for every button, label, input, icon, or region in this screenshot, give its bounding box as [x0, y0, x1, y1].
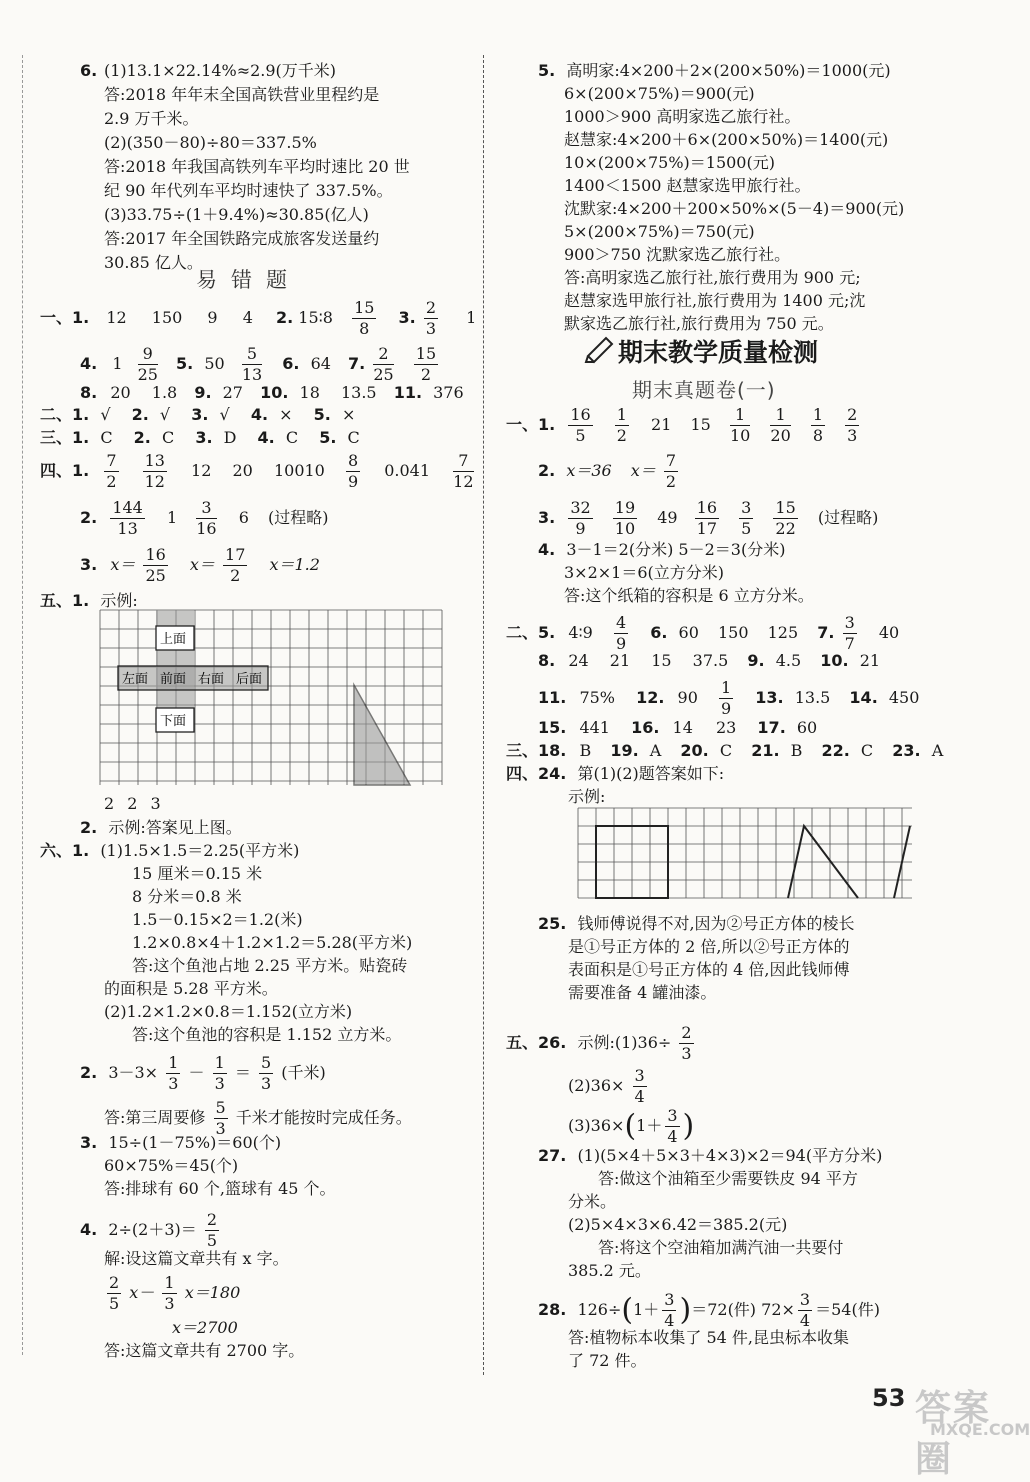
answer-row: 8. 20 1.8 9. 27 10. 18 13.5 11. 376: [80, 383, 464, 402]
net-label-left: 左面: [122, 672, 149, 687]
answer-row: 一、1. 12 150 9 4 2. 15∶8 $\frac{15}{8}$ 3. $\frac{2}{3}$ 1: [40, 298, 477, 338]
answer-line: 默家选乙旅行社,旅行费用为 750 元。: [564, 314, 834, 333]
answer-row: 五、1. 示例:: [40, 591, 138, 610]
answer-row: 4. 3－1＝2(分米) 5－2＝3(分米): [538, 540, 786, 559]
answer-line: 沈默家:4×200＋200×50%×(5－4)＝900(元): [564, 199, 905, 218]
page-number: 53: [872, 1384, 906, 1412]
answer-line: 1.5－0.15×2＝1.2(米): [132, 910, 303, 929]
answer-line: x＝2700: [172, 1318, 238, 1337]
answer-line: (3)33.75÷(1＋9.4%)≈30.85(亿人): [104, 205, 369, 224]
answer-row: 二、1. √ 2. √ 3. √ 4. × 5. ×: [40, 405, 356, 424]
answer-row: 答:第三周要修 $\frac{5}{3}$ 千米才能按时完成任务。: [104, 1098, 412, 1138]
answer-row: 三、18. B 19. A 20. C 21. B 22. C 23. A: [506, 741, 944, 760]
q6-number: 6.: [80, 61, 98, 80]
answer-line: 是①号正方体的 2 倍,所以②号正方体的: [568, 937, 850, 956]
answer-line: 答:2018 年我国高铁列车平均时速比 20 世: [104, 157, 410, 176]
answer-line: 纪 90 年代列车平均时速快了 337.5%。: [104, 181, 393, 200]
answer-row: 5. 高明家:4×200＋2×(200×50%)＝1000(元): [538, 61, 891, 80]
answer-line: 答:这个鱼池的容积是 1.152 立方米。: [132, 1025, 402, 1044]
answer-line: 分米。: [568, 1192, 617, 1211]
answer-row: 27. (1)(5×4＋5×3＋4×3)×2＝94(平方分米): [538, 1146, 883, 1165]
answer-line: 1.2×0.8×4＋1.2×1.2＝5.28(平方米): [132, 933, 413, 952]
answer-line: (2)5×4×3×6.42＝385.2(元): [568, 1215, 788, 1234]
answer-line: 赵慧家:4×200＋6×(200×50%)＝1400(元): [564, 130, 889, 149]
answer-line: 答:排球有 60 个,篮球有 45 个。: [104, 1179, 336, 1198]
watermark-logo: 答案圈: [915, 1388, 992, 1480]
answer-line: 8 分米＝0.8 米: [132, 887, 242, 906]
answer-line: 答:这篇文章共有 2700 字。: [104, 1341, 305, 1360]
net-label-right: 右面: [198, 672, 225, 687]
answer-row: 28. 126÷(1＋ $\frac{3}{4}$ )＝72(件) 72× $\frac{3}{4}$ ＝54(件): [538, 1290, 880, 1330]
answer-line: 385.2 元。: [568, 1261, 651, 1280]
answer-row: 一、1. $\frac{16}{5}$ $\frac{1}{2}$ 21 15 $\frac{1}{10}$ $\frac{1}{20}$ $\frac{1}{8}$ $\frac{2}{3}$: [506, 405, 858, 445]
answer-row: 4. 2÷(2＋3)＝ $\frac{2}{5}$: [80, 1210, 218, 1250]
answer-line: 15 厘米＝0.15 米: [132, 864, 263, 883]
answer-line: (2)1.2×1.2×0.8＝1.152(立方米): [104, 1002, 353, 1021]
answer-line: 了 72 件。: [568, 1351, 647, 1370]
answer-line: 900＞750 沈默家选乙旅行社。: [564, 245, 791, 264]
answer-row: (2)36× $\frac{3}{4}$: [568, 1066, 645, 1106]
section-title: 易错题: [196, 268, 301, 292]
answer-row: 2. 3－3× $\frac{1}{3}$ － $\frac{1}{3}$ ＝ $\frac{5}{3}$ (千米): [80, 1053, 326, 1093]
exam-subtitle: 期末真题卷(一): [632, 378, 776, 402]
shaded-triangle: [354, 685, 410, 785]
margin-line: [22, 55, 23, 1355]
answer-row: 25. 钱师傅说得不对,因为②号正方体的棱长: [538, 914, 855, 933]
answer-line: 需要准备 4 罐油漆。: [568, 983, 717, 1002]
answer-row: 六、1. (1)1.5×1.5＝2.25(平方米): [40, 841, 300, 860]
answer-line: 表面积是①号正方体的 4 倍,因此钱师傅: [568, 960, 850, 979]
answer-line: 答:植物标本收集了 54 件,昆虫标本收集: [568, 1328, 850, 1347]
answer-line: 5×(200×75%)＝750(元): [564, 222, 755, 241]
answer-line: 答:这个纸箱的容积是 6 立方分米。: [564, 586, 814, 605]
answer-row: 2. 示例:答案见上图。: [80, 818, 242, 837]
answer-line: 赵慧家选甲旅行社,旅行费用为 1400 元;沈: [564, 291, 866, 310]
answer-row: 3. x＝ $\frac{16}{25}$ x＝ $\frac{17}{2}$ x＝1.2: [80, 545, 320, 585]
answer-row: 11. 75% 12. 90 $\frac{1}{9}$ 13. 13.5 14. 450: [538, 678, 920, 718]
answer-line: 答:这个鱼池占地 2.25 平方米。贴瓷砖: [132, 956, 408, 975]
drawing-grid: [578, 808, 918, 900]
answer-row: 四、1. $\frac{7}{2}$ $\frac{13}{12}$ 12 20 10010 $\frac{8}{9}$ 0.041 $\frac{7}{12}$: [40, 451, 474, 491]
answer-line: 6×(200×75%)＝900(元): [564, 84, 755, 103]
answer-row: 二、5. 4∶9 $\frac{4}{9}$ 6. 60 150 125 7. $\frac{3}{7}$ 40: [506, 613, 900, 653]
answer-row: $\frac{2}{5}$ x－ $\frac{1}{3}$ x＝180: [109, 1273, 241, 1313]
exam-banner: 期末教学质量检测: [618, 338, 819, 367]
answer-line: 答:2018 年年末全国高铁营业里程约是: [104, 85, 380, 104]
pencil-icon: [584, 332, 618, 362]
answer-line: 2.9 万千米。: [104, 109, 199, 128]
answer-row: 15. 441 16. 14 23 17. 60: [538, 718, 818, 737]
answer-line: 示例:: [568, 787, 606, 806]
answer-line: 答:2017 年全国铁路完成旅客发送量约: [104, 229, 380, 248]
answer-line: 10×(200×75%)＝1500(元): [564, 153, 775, 172]
answer-line: 1000＞900 高明家选乙旅行社。: [564, 107, 801, 126]
answer-line: 的面积是 5.28 平方米。: [104, 979, 278, 998]
answer-row: 3. $\frac{32}{9}$ $\frac{19}{10}$ 49 $\frac{16}{17}$ $\frac{3}{5}$ $\frac{15}{22}$ (过程略): [538, 498, 879, 538]
answer-row: 4. 1 $\frac{9}{25}$ 5. 50 $\frac{5}{13}$ 6. 64 7. $\frac{2}{25}$ $\frac{15}{2}$: [80, 344, 437, 384]
answer-row: 8. 24 21 15 37.5 9. 4.5 10. 21: [538, 651, 881, 670]
answer-line: 答:高明家选乙旅行社,旅行费用为 900 元;: [564, 268, 861, 287]
net-label-bottom: 下面: [160, 714, 187, 729]
net-label-back: 后面: [236, 672, 263, 687]
answer-row: 2. $\frac{144}{13}$ 1 $\frac{3}{16}$ 6 (过程略): [80, 498, 329, 538]
answer-line: 1400＜1500 赵慧家选甲旅行社。: [564, 176, 811, 195]
grid-caption: 2 2 3: [104, 794, 165, 813]
column-divider: [483, 55, 484, 1375]
answer-line: (1)13.1×22.14%≈2.9(万千米): [104, 61, 337, 80]
answer-line: 解:设这篇文章共有 x 字。: [104, 1249, 289, 1268]
answer-row: 三、1. C 2. C 3. D 4. C 5. C: [40, 428, 360, 447]
net-label-top: 上面: [160, 632, 187, 647]
answer-line: (2)(350－80)÷80＝337.5%: [104, 133, 317, 152]
answer-line: 答:将这个空油箱加满汽油一共要付: [598, 1238, 844, 1257]
answer-row: 五、26. 示例:(1)36÷ $\frac{2}{3}$: [506, 1023, 692, 1063]
answer-line: 3×2×1＝6(立方分米): [564, 563, 725, 582]
answer-row: (3)36×(1＋ $\frac{3}{4}$ ): [568, 1106, 695, 1146]
answer-row: 四、24. 第(1)(2)题答案如下:: [506, 764, 725, 783]
watermark-url: MXQE.COM: [930, 1420, 1030, 1439]
answer-line: 答:做这个油箱至少需要铁皮 94 平方: [598, 1169, 858, 1188]
answer-row: 3. 15÷(1－75%)＝60(个): [80, 1133, 282, 1152]
answer-line: 60×75%＝45(个): [104, 1156, 239, 1175]
net-label-front: 前面: [160, 672, 187, 687]
answer-line: 30.85 亿人。: [104, 253, 203, 272]
cube-net-grid: [100, 610, 460, 795]
answer-row: 2. x＝36 x＝ $\frac{7}{2}$: [538, 451, 677, 491]
